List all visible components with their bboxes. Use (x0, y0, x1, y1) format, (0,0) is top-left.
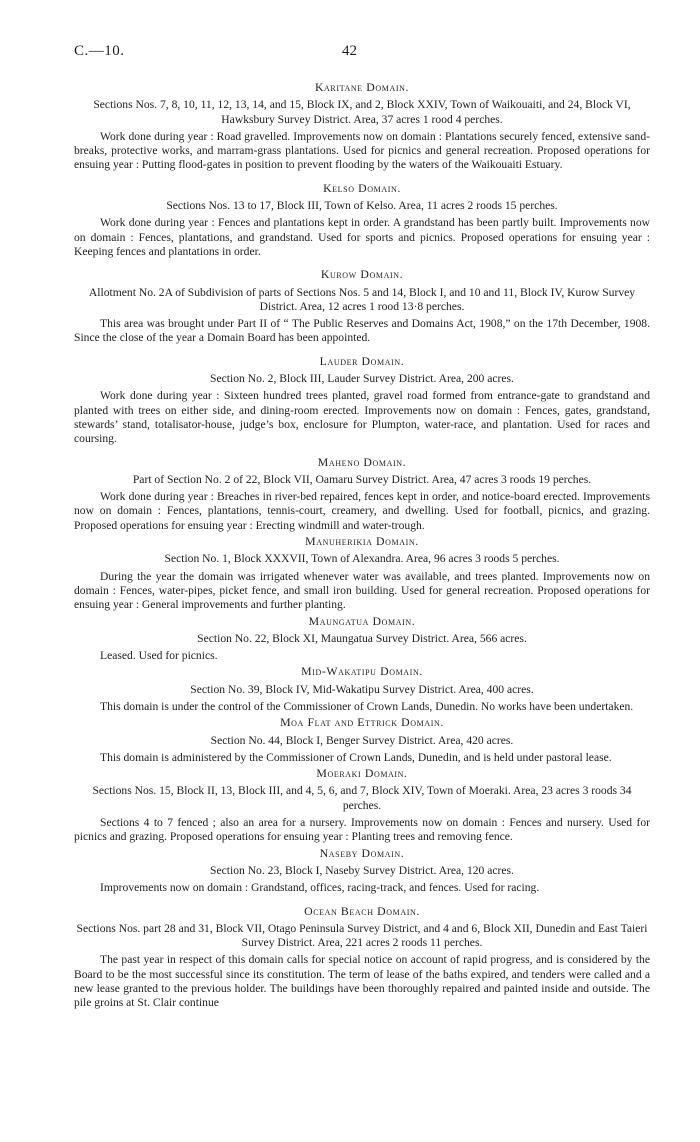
document-reference: C.—10. (74, 43, 125, 59)
section-kelso (74, 181, 650, 259)
section-paragraph: Work done during year : Fences and plantations kept in order. A grandstand has been partly built. Improvements now on domain : Fences, plantations, and grandstand. Used for sports and picnics. Proposed operations for ensuing year : Keeping fences and plantations in order. (74, 216, 650, 258)
page-number: 42 (342, 43, 357, 59)
section-paragraph: Sections 4 to 7 fenced ; also an area for a nursery. Improvements now on domain : Fences and nursery. Used for picnics and grazing. Proposed operations for ensuing year : Planting trees and removing fence. (74, 816, 650, 844)
section-description: Section No. 1, Block XXXVII, Town of Alexandra. Area, 96 acres 3 roods 5 perches. (164, 552, 560, 566)
section-heading: Lauder Domain. (319, 353, 405, 368)
section-heading: Maheno Domain. (317, 454, 407, 469)
section-heading: Maungatua Domain. (308, 613, 416, 628)
section-description: Section No. 39, Block IV, Mid-Wakatipu Survey District. Area, 400 acres. (190, 682, 534, 696)
section-description: Sections Nos. 7, 8, 10, 11, 12, 13, 14, and 15, Block IX, and 2, Block XXIV, Town of Waikouaiti, and 24, Block VI, Hawksbury Survey District. Area, 37 acres 1 rood 4 perches. (93, 98, 631, 126)
running-head (74, 44, 650, 64)
section-description: Section No. 44, Block I, Benger Survey District. Area, 420 acres. (210, 733, 514, 747)
section-paragraph: This area was brought under Part II of “ The Public Reserves and Domains Act, 1908,” on the 17th December, 1908. Since the close of the year a Domain Board has been appointed. (74, 317, 650, 345)
section-maheno (74, 455, 650, 533)
section-description: Section No. 23, Block I, Naseby Survey District. Area, 120 acres. (210, 863, 514, 877)
section-mid-wakatipu (74, 664, 650, 714)
section-heading: Mid-Wakatipu Domain. (301, 664, 423, 679)
section-description: Section No. 22, Block XI, Maungatua Survey District. Area, 566 acres. (197, 631, 527, 645)
section-manuherikia (74, 534, 650, 612)
section-karitane (74, 80, 650, 173)
section-description: Sections Nos. part 28 and 31, Block VII, Otago Peninsula Survey District, and 4 and 6, Block XII, Dunedin and East Taieri Survey District. Area, 221 acres 2 roods 11 perches. (76, 921, 648, 950)
section-paragraph: Work done during year : Breaches in river-bed repaired, fences kept in order, and notice-board erected. Improvements now on domain : Fences, plantations, tennis-court, creamery, and dwelling. Used for football, picnics, and grazing. Proposed operations for ensuing year : Erecting windmill and water-trough. (74, 490, 650, 532)
section-paragraph: Leased. Used for picnics. (100, 649, 218, 663)
section-moa-flat-ettrick (74, 715, 650, 765)
section-heading: Ocean Beach Domain. (304, 903, 420, 918)
section-naseby (74, 846, 650, 896)
section-paragraph: This domain is administered by the Commissioner of Crown Lands, Dunedin, and is held under pastoral lease. (100, 750, 612, 764)
section-description: Part of Section No. 2 of 22, Block VII, Oamaru Survey District. Area, 47 acres 3 roods 19 perches. (132, 472, 592, 486)
section-lauder (74, 354, 650, 447)
section-kurow (74, 267, 650, 345)
section-description: Allotment No. 2A of Subdivision of parts of Sections Nos. 5 and 14, Block I, and 10 and 11, Block IV, Kurow Survey District. Area, 12 acres 1 rood 13·8 perches. (88, 285, 636, 313)
section-paragraph: Work done during year : Road gravelled. Improvements now on domain : Plantations securely fenced, extensive sand-breaks, protective works, and marram-grass plantations. Used for picnics and general recreation. Proposed operations for ensuing year : Putting flood-gates in position to prevent flooding by the waters of the Waikouaiti Estuary. (74, 129, 650, 172)
section-heading: Moa Flat and Ettrick Domain. (280, 715, 444, 730)
domain-sections (74, 80, 650, 1011)
section-paragraph: The past year in respect of this domain calls for special notice on account of rapid progress, and is considered by the Board to be the most successful since its constitution. The term of lease of the baths expired, and tenders were called and a new lease granted to the previous holder. The buildings have been thoroughly repaired and painted inside and outside. The pile groins at St. Clair continue (74, 953, 650, 1010)
section-description: Section No. 2, Block III, Lauder Survey District. Area, 200 acres. (210, 372, 514, 386)
section-paragraph: During the year the domain was irrigated whenever water was available, and trees planted. Improvements now on domain : Fences, water-pipes, picket fence, and small iron building. Used for general recreation. Proposed operations for ensuing year : General improvements and further planting. (74, 569, 650, 612)
section-heading: Karitane Domain. (314, 80, 410, 94)
section-paragraph: Improvements now on domain : Grandstand, offices, racing-track, and fences. Used for racing. (100, 881, 540, 895)
section-paragraph: Work done during year : Sixteen hundred trees planted, gravel road formed from entrance-gate to grandstand and planted with trees on either side, and dining-room erected. Improvements now on domain : Fences, gates, grandstand, stewards’ stand, totalisator-house, judge’s box, enclosure for Plumpton, water-race, and plantation. Used for races and coursing. (74, 389, 650, 446)
section-description: Sections Nos. 15, Block II, 13, Block III, and 4, 5, 6, and 7, Block XIV, Town of Moeraki. Area, 23 acres 3 roods 34 perches. (92, 784, 632, 812)
section-heading: Manuherikia Domain. (305, 534, 419, 549)
section-heading: Kelso Domain. (323, 180, 401, 195)
section-heading: Moeraki Domain. (316, 766, 408, 781)
section-moeraki (74, 766, 650, 844)
section-description: Sections Nos. 13 to 17, Block III, Town of Kelso. Area, 11 acres 2 roods 15 perches. (166, 199, 558, 213)
section-ocean-beach (74, 904, 650, 1011)
section-heading: Naseby Domain. (319, 845, 405, 860)
section-heading: Kurow Domain. (320, 267, 404, 282)
section-paragraph: This domain is under the control of the Commissioner of Crown Lands, Dunedin. No works have been undertaken. (100, 699, 634, 713)
section-maungatua (74, 614, 650, 664)
